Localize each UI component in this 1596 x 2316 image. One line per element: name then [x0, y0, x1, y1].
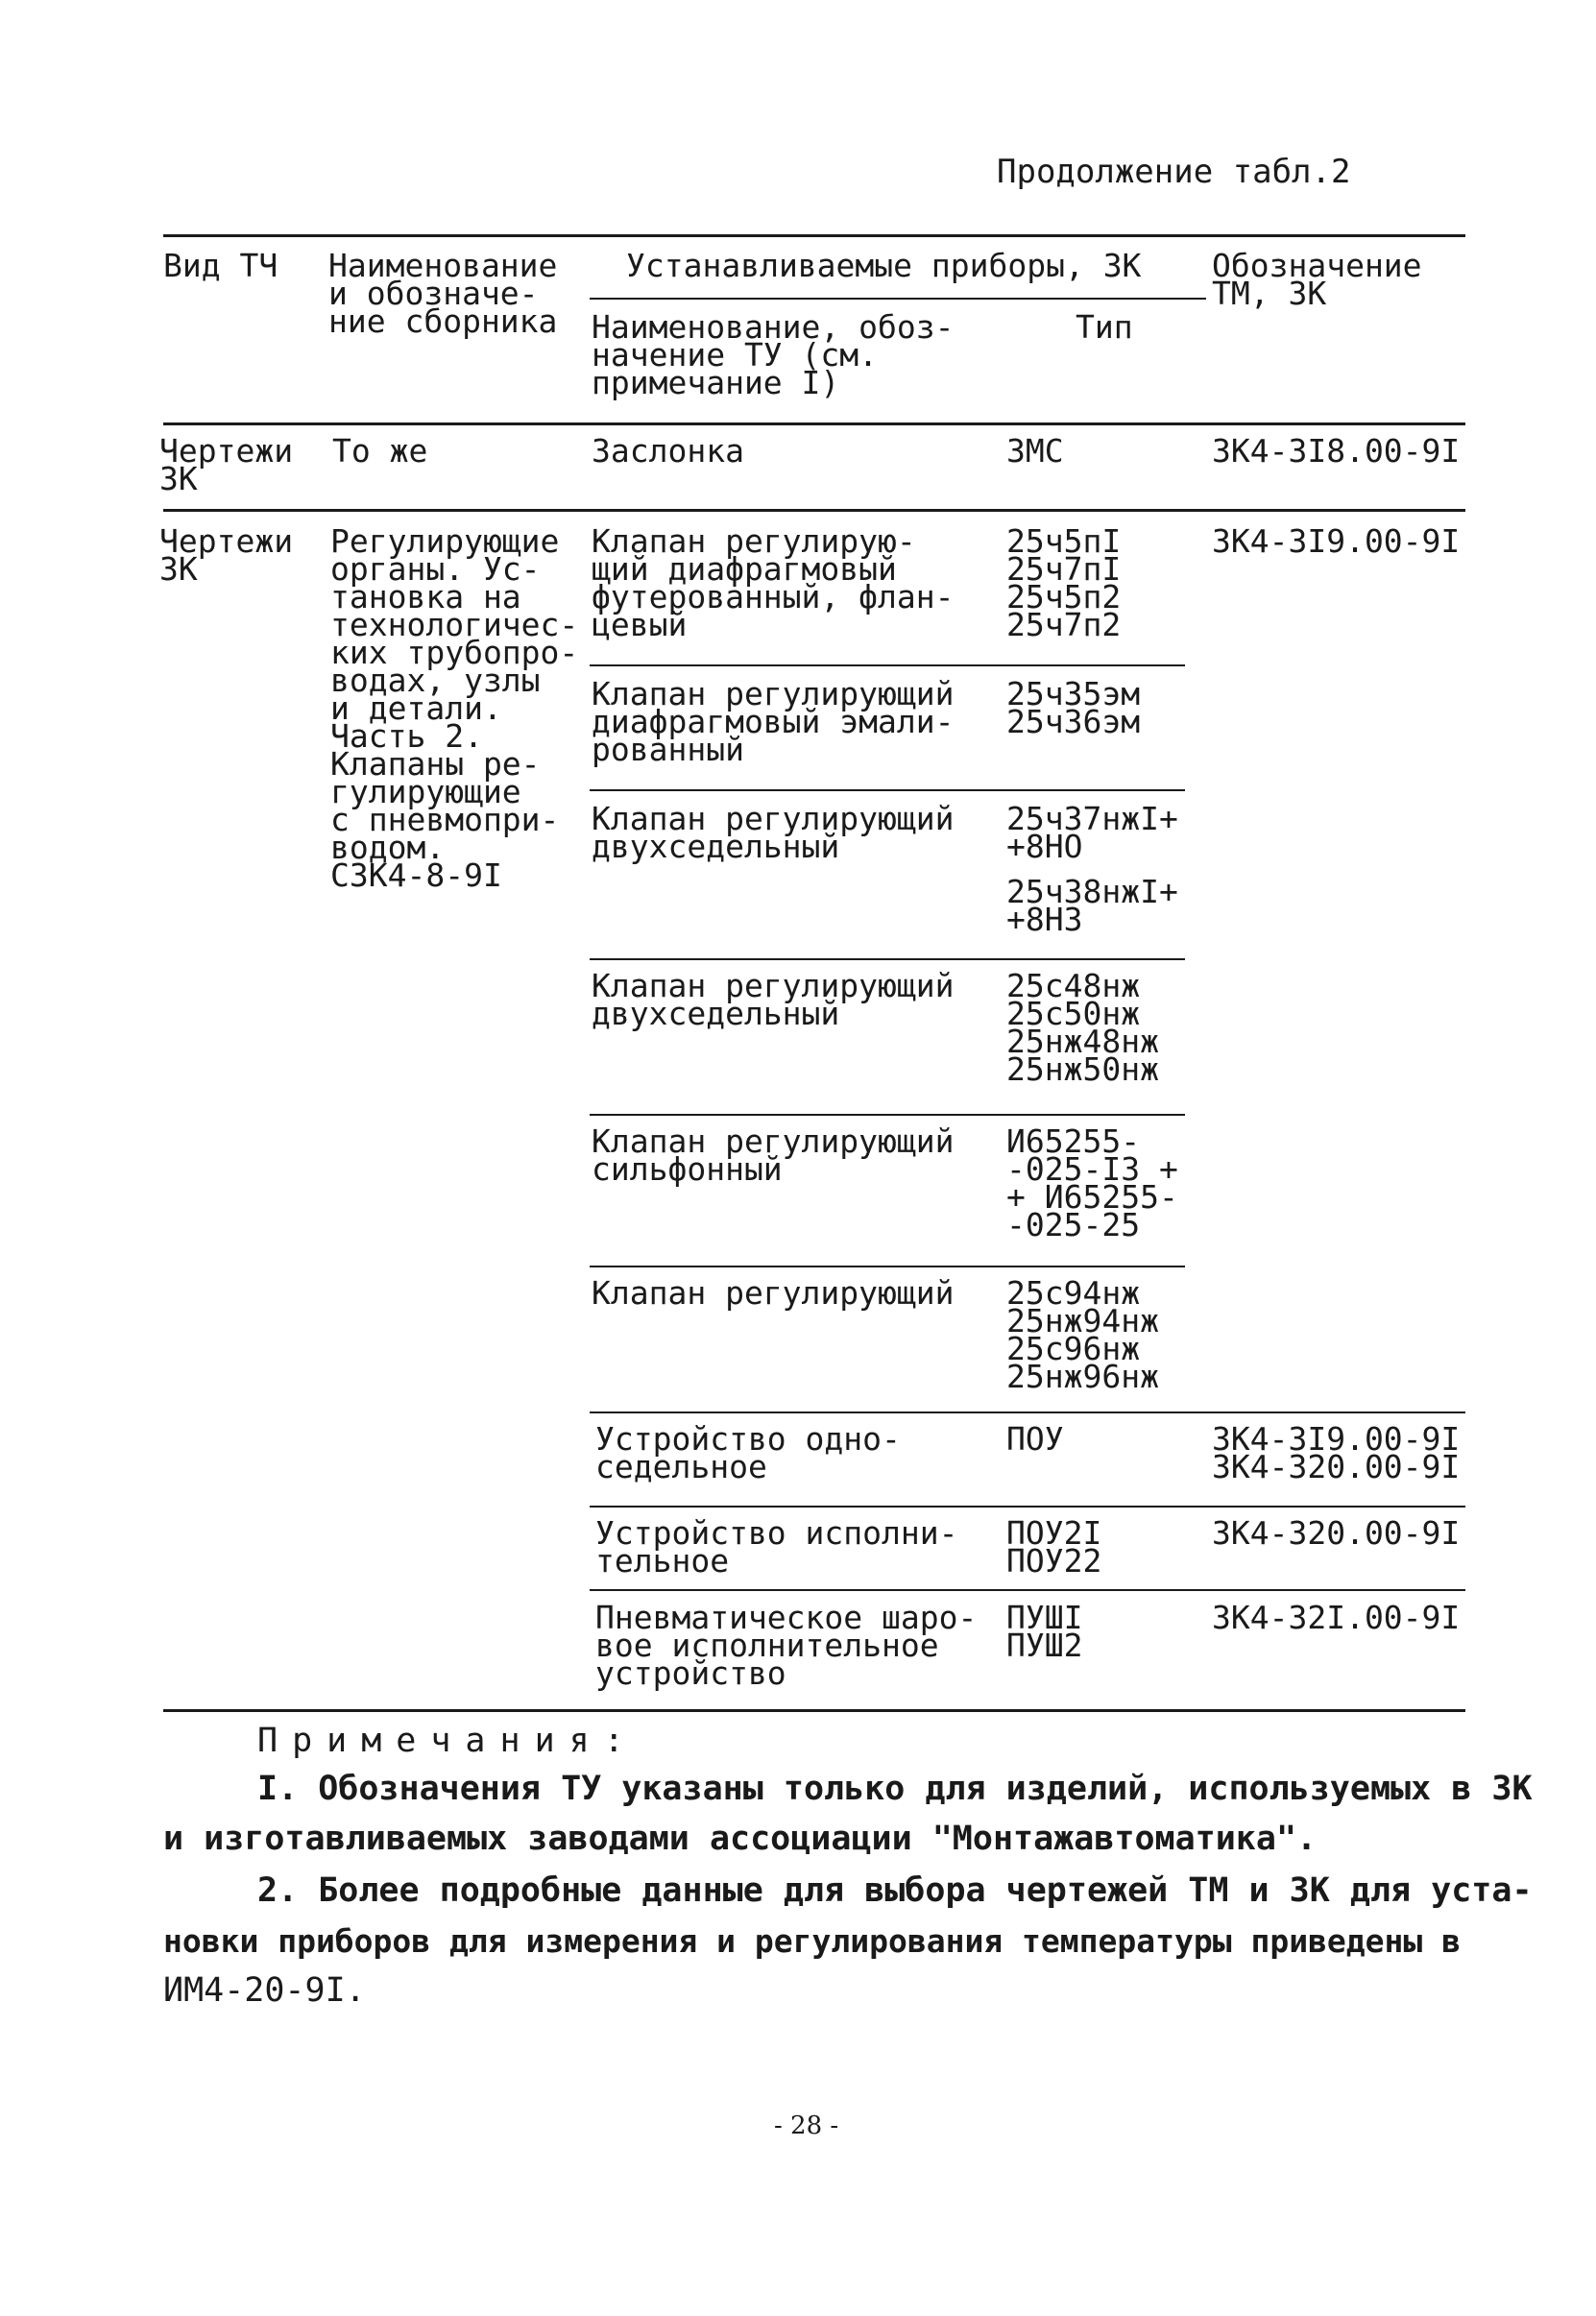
row-device-type: И65255- -025-I3 + + И65255- -025-25 [1006, 1122, 1178, 1243]
row-device-name: Клапан регулирующий сильфонный [592, 1122, 955, 1188]
note-1-line-2: и изготавливаемых заводами ассоциации "Монтажавтоматика". [163, 1820, 1318, 1858]
row-device-type: 25ч5пI 25ч7пI 25ч5п2 25ч7п2 [1006, 522, 1122, 643]
table-top-rule [163, 234, 1465, 237]
row-device-type-alt: 25ч38нжI+ +8НЗ [1006, 873, 1178, 938]
subrow-rule [590, 789, 1185, 791]
row-device-name: Клапан регулирующий двухседельный [592, 800, 955, 865]
subrow-rule [590, 1589, 1465, 1591]
row-device-type: 25с94нж 25нж94нж 25с96нж 25нж96нж [1006, 1274, 1159, 1395]
subrow-rule [590, 1114, 1185, 1116]
subrow-rule [590, 1266, 1185, 1267]
header-device-name: Наименование, обоз- начение ТУ (см. примечание I) [592, 308, 955, 401]
row-designation: ЗК4-320.00-9I [1212, 1514, 1461, 1552]
table-bottom-rule [163, 1709, 1465, 1712]
row-device-type: ПОУ2I ПОУ22 [1006, 1514, 1102, 1580]
subrow-rule [590, 1506, 1465, 1508]
header-device-type: Тип [1076, 308, 1133, 346]
subrow-rule [590, 664, 1185, 666]
header-devices: Устанавливаемые приборы, ЗК [626, 247, 1142, 284]
row-device-type: ПОУ [1006, 1420, 1064, 1458]
row-device-name: Клапан регулирующий двухседельный [592, 967, 955, 1032]
note-1-line-1: I. Обозначения ТУ указаны только для изделий, используемых в ЗК [257, 1770, 1533, 1808]
row-rule [163, 509, 1465, 512]
row-designation: ЗК4-3I9.00-9I [1212, 522, 1461, 560]
subrow-rule [590, 1411, 1465, 1413]
row-device-type: 25с48нж 25с50нж 25нж48нж 25нж50нж [1006, 967, 1159, 1088]
note-2-line-1: 2. Более подробные данные для выбора чертежей ТМ и ЗК для уста- [257, 1871, 1533, 1910]
row-collection: То же [332, 432, 428, 470]
row-device-name: Клапан регулирую- щий диафрагмовый футерованный, флан- цевый [592, 522, 955, 643]
header-bottom-rule [163, 422, 1465, 425]
row-device-type: ЗМС [1006, 432, 1064, 470]
row-device-name: Пневматическое шаро- вое исполнительное устройство [595, 1599, 978, 1692]
row-device-type: 25ч35эм 25ч36эм [1006, 675, 1141, 740]
row-device-type: ПУШI ПУШ2 [1006, 1599, 1083, 1664]
notes-heading: Примечания: [257, 1722, 639, 1760]
note-2-line-2: новки приборов для измерения и регулирования температуры приведены в [163, 1922, 1462, 1960]
row-device-name: Устройство исполни- тельное [595, 1514, 958, 1580]
row-device-name: Устройство одно- седельное [595, 1420, 901, 1485]
note-2-line-3: ИМ4-20-9I. [163, 1971, 366, 2010]
row-view-type: Чертежи ЗК [159, 522, 294, 588]
page-number: - 28 - [774, 2111, 839, 2140]
row-view-type: Чертежи ЗК [159, 432, 294, 497]
header-collection: Наименование и обозначе- ние сборника [328, 247, 558, 340]
row-device-type: 25ч37нжI+ +8НО [1006, 800, 1178, 865]
row-device-name: Клапан регулирующий [592, 1274, 955, 1312]
subrow-rule [590, 958, 1185, 960]
header-sub-rule [590, 298, 1206, 300]
row-collection: Регулирующие органы. Ус- тановка на технологичес- ких трубопро- водах, узлы и детали. Часть 2. Клапаны ре- гулирующие с пневмопри- водом. СЗК4-8-9I [330, 522, 579, 894]
row-designation: ЗК4-32I.00-9I [1212, 1599, 1461, 1636]
header-view-type: Вид ТЧ [163, 247, 278, 284]
row-device-name: Заслонка [592, 432, 744, 470]
row-designation: ЗК4-3I9.00-9I ЗК4-320.00-9I [1212, 1420, 1461, 1485]
header-designation: Обозначение ТМ, ЗК [1212, 247, 1422, 312]
continuation-label: Продолжение табл.2 [997, 153, 1351, 191]
row-designation: ЗК4-3I8.00-9I [1212, 432, 1461, 470]
row-device-name: Клапан регулирующий диафрагмовый эмали- рованный [592, 675, 955, 768]
